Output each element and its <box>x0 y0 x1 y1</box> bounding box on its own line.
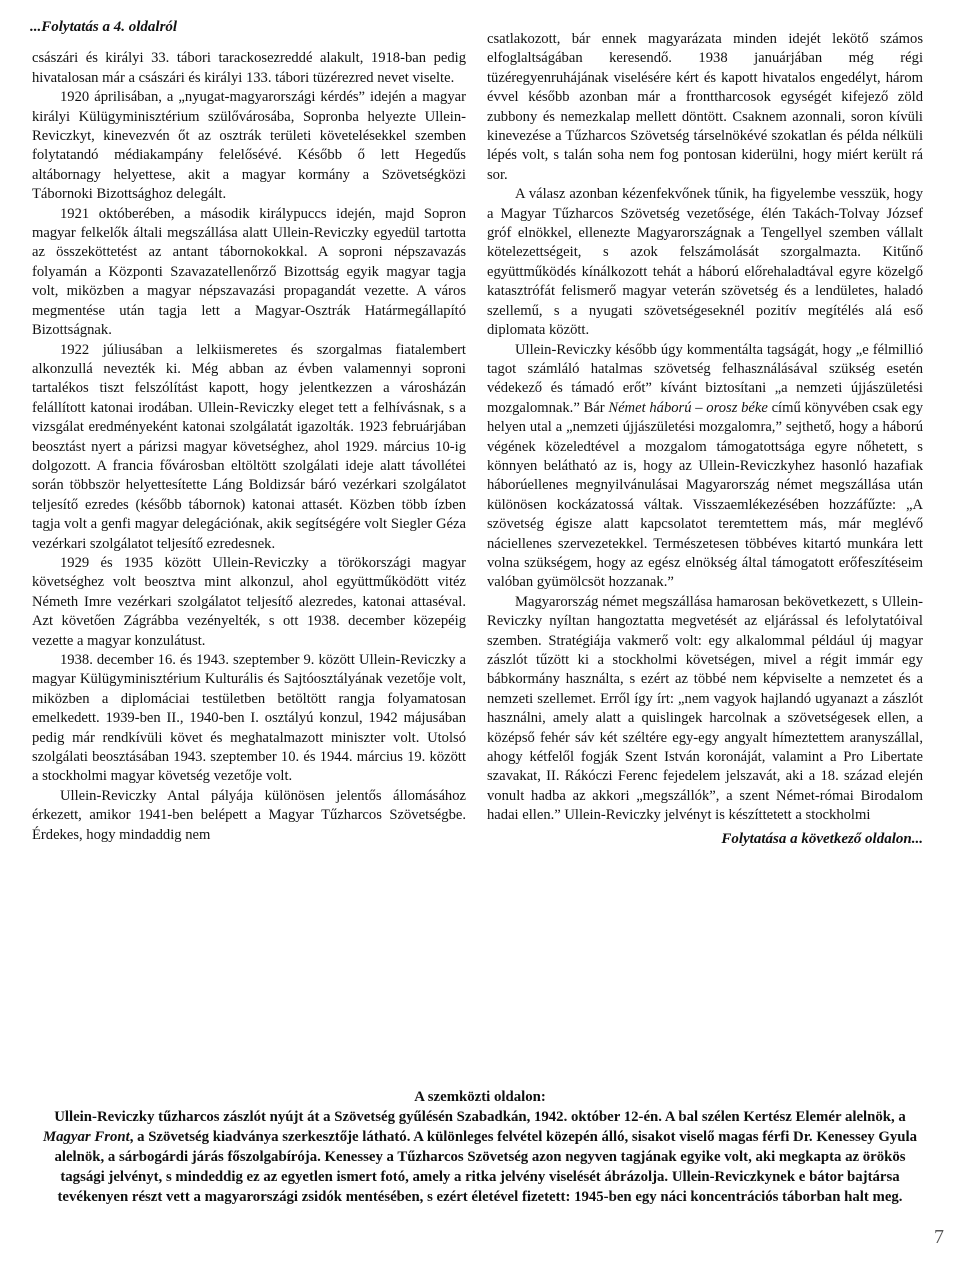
book-title: Német háború – orosz béke <box>608 399 768 416</box>
paragraph: császári és királyi 33. tábori tarackosezreddé alakult, 1918-ban pedig hivatalosan már a császári és királyi 133. tábori tüzérezred nevet viselte. <box>32 50 466 86</box>
caption-text: Ullein-Reviczky tűzharcos zászlót nyújt át a Szövetség gyűlésén Szabadkán, 1942. október 12-én. A bal szélen Kertész Elemér alelnök, a <box>54 1109 906 1125</box>
paragraph: 1938. december 16. és 1943. szeptember 9. között Ullein-Reviczky a magyar Külügyminisztérium Kulturális és Sajtóosztályának vezetője volt, miközben a diplomáciai testületben betöltött rangja folyamatosan emelkedett. 1939-ben II., 1940-ben I. osztályú konzul, 1942 májusában pedig már rendkívüli követ és meghatalmazott miniszter volt. Utolsó szolgálati beosztásában 1943. szeptember 10. és 1944. március 19. között a stockholmi magyar követség vezetője volt. <box>32 652 466 785</box>
caption-title: A szemközti oldalon: <box>414 1089 546 1105</box>
paragraph-text: című könyvében csak egy helyen utal a „nemzeti újjászületési mozgalomra,” sejthető, hogy a háború végének közeledtével a mozgalom támogatottsága egyre nőhetett, s könnyen beláthatό az is, hogy az Ullein-Reviczkyhez hasonló hazafiak háborúellenes megnyilvánulásai Magyarország német megszállása után különösen kockázatossá váltak. Visszaemlékezésében hozzáfűzte: „A szövetség égisze alatt kapcsolatot teremtettem más, már meglévő náciellenes szervezetekkel. Természetesen többéves kitartó munkára lett volna szükségem, hogy az egész elnökség által támogatott erőfeszítéseim valóban gyümölcsöt hozzanak.” <box>487 399 923 591</box>
continuation-footer: Folytatása a következő oldalon... <box>721 830 923 847</box>
photo-caption <box>40 1087 920 1207</box>
caption-text: , a Szövetség kiadványa szerkesztője látható. A különleges felvétel közepén álló, sisakot viselő magas férfi Dr. Kenessey Gyula alelnök, a sárbogárdi járás főszolgabírója. Kenessey a Tűzharcos Szövetség azon negyven tagjának egyike volt, aki megkapta az örökös tagsági jelvényt, s mindeddig ez az egyetlen ismert fotó, amely a ritka jelvény viselését ábrázolja. Ullein-Reviczkynek e bátor bajtársa tevékenyen részt vett a magyarországi zsidók mentésében, s ezért életével fizetett: 1945-ben egy náci koncentrációs táborban halt meg. <box>54 1129 918 1205</box>
paragraph-text: Ullein-Reviczky később úgy kommentálta tagságát, hogy „e félmillió tagot számláló hatalmas szövetség felhasználásával szükség esetén védekező és támadó erőt” kívánt biztosítani „a nemzeti újjászületési mozgalomnak.” Bár <box>487 341 923 416</box>
publication-title: Magyar Front <box>42 1129 130 1145</box>
paragraph: 1929 és 1935 között Ullein-Reviczky a törökországi magyar követséghez volt beosztva mint alkonzul, ahol együttműködött vitéz Németh Imre vezérkari szolgálatot teljesítő alezredes, katonai attaséval. Azt követően Zágrábba vezényelték, s ott 1938. december közepéig vezette a magyar konzulátust. <box>32 554 466 649</box>
paragraph: Ullein-Reviczky Antal pályája különösen jelentős állomásához érkezett, amikor 1941-ben belépett a Magyar Tűzharcos Szövetségbe. Érdekes, hogy mindaddig nem <box>32 787 466 843</box>
right-column <box>487 30 923 849</box>
continuation-header: ...Folytatás a 4. oldalról <box>30 19 178 35</box>
page-number: 7 <box>934 1226 944 1248</box>
left-column <box>32 18 466 845</box>
paragraph: A válasz azonban kézenfekvőnek tűnik, ha figyelembe vesszük, hogy a Magyar Tűzharcos Szövetség vezetősége, élén Takách-Tolvay József gróf elnökkel, ellenezte Magyarországnak a Tengellyel szemben vállalt kötelezettségeit, s azok felszámolását szorgalmazta. Kitűnő együttműködés kínálkozott tehát a háború előrehaladtával egyre közelgő katasztrófát felismerő magyar veterán szövetség és a lendületes, haladó szellemű, s a nyugati szövetségeseknél pozitív megítélés alá eső diplomata között. <box>487 186 923 339</box>
paragraph: 1920 áprilisában, a „nyugat-magyarországi kérdés” idején a magyar királyi Külügyminisztérium szülővárosába, Sopronba helyezte Ullein-Reviczkyt, kinevezvén őt az osztrák területi követelésekkel szemben folytatandó médiakampány felelősévé. Később ő lett Hegedűs altábornagy helyettese, akit a magyar kormány a Szövetségközi Tábornoki Bizottsághoz delegált. <box>32 89 466 203</box>
paragraph <box>487 341 923 593</box>
paragraph: csatlakozott, bár ennek magyarázata minden idejét lekötő számos elfoglaltságában keresendő. 1938 januárjában még régi tüzéregyenruhájának viselésére kért és kapott hivatalos engedélyt, három évvel később azonban már a fronttharcosok egységét kifejező zöld zubbony és nemezkalap mellett döntött. Csaknem azonnali, soron kívüli kinevezése a Tűzharcos Szövetség társelnökévé szokatlan és példa nélküli lépés volt, s talán soha nem fog pontosan kiderülni, hogy miért került rá sor. <box>487 31 923 183</box>
paragraph: 1921 októberében, a második királypuccs idején, majd Sopron magyar felkelők általi megszállása alatt Ullein-Reviczky egyedül tartotta az összeköttetést az antant tábornokokkal. A soproni népszavazás folyamán a Központi Szavazatellenőrző Bizottság egyik magyar tagja volt, miközben a magyar népszavazási propagandát vezette. A város megmentése után tagja lett a Magyar-Osztrák Határmegállapító Bizottságnak. <box>32 205 466 339</box>
paragraph: Magyarország német megszállása hamarosan bekövetkezett, s Ullein-Reviczky nyíltan hangoztatta megvetését az eljárással és lefolytatóival szemben. Stratégiája vakmerő volt: egy alkalommal például új magyar zászlót tűzött ki a stockholmi követségen, mivel a régit immár egy bábkormány használta, s ezért az többé nem képviselte a nemzetet és a nemzeti szellemet. Erről így írt: „nem vagyok hajlandó ugyanazt a zászlót használni, amely alatt a quislingek harcolnak a szövetségesek ellen, a középső fehér sáv két széltére egy-egy angyalt hímeztettem aranyszállal, ahogy kétfelől fogják Szent István koronáját, valamint a Pro Libertate szavakat, II. Rákóczi Ferenc fejedelem jelszavát, aki a 18. század elején vonult hadba az akkori „megszállók”, a szent Német-római Birodalom hadai ellen.” Ullein-Reviczky jelvényt is készíttetett a stockholmi <box>487 593 923 824</box>
paragraph: 1922 júliusában a lelkiismeretes és szorgalmas fiatalembert alkonzullá nevezték ki. Még abban az évben valamennyi soproni tartalékos tiszt felszólítást kapott, hogy jelentkezzen a városházán felállított katonai irodában. Ullein-Reviczky eleget tett a felhívásnak, s a vizsgálat eredményeként katonai szolgálatát igazolták. 1923 februárjában beosztást nyert a párizsi magyar követséghez, ahol 1929. március 10-ig dolgozott. A francia fővárosban eltöltött szolgálati ideje alatt távollétei során többször helyettesítette Láng Boldizsár báró vezérkari szolgálatot teljesítő ezredes (később tábornok) katonai attasét. Közben több ízben tagja volt a genfi magyar delegációnak, akik segítségére volt Siegler Géza vezérkari szolgálatot teljesítő ezredesnek. <box>32 341 466 552</box>
